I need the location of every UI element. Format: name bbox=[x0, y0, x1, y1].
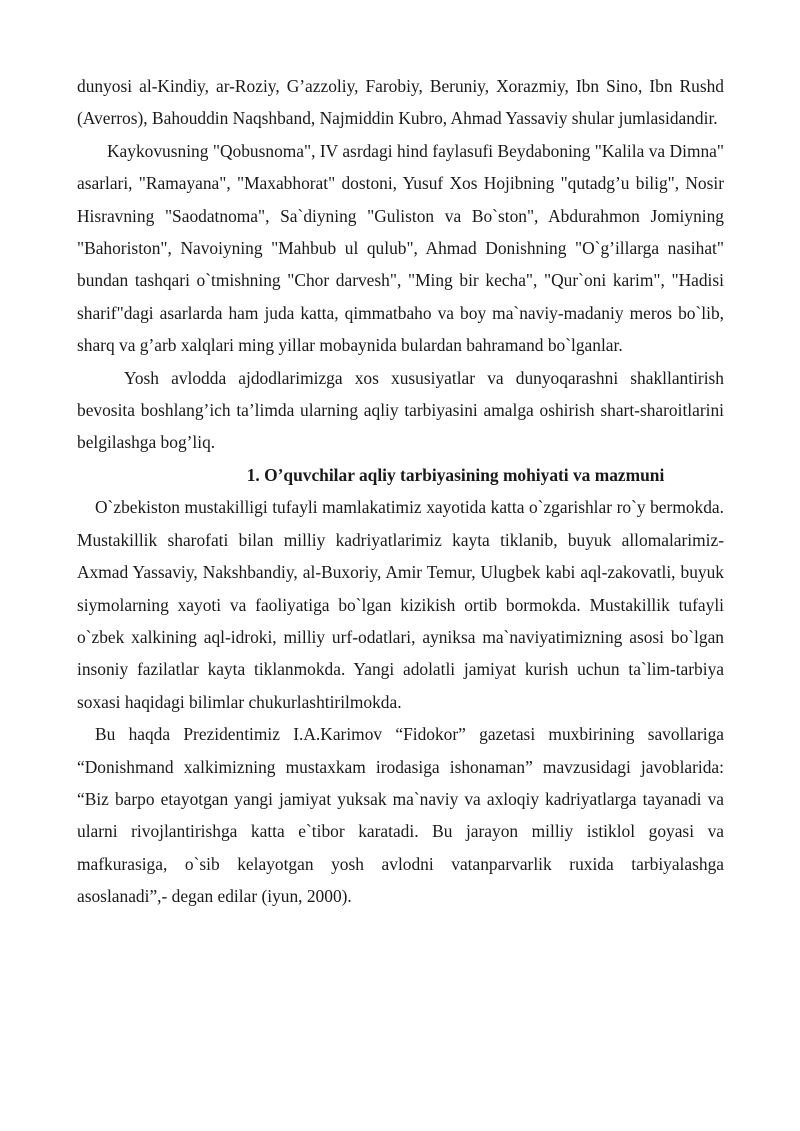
paragraph-philosophers: dunyosi al-Kindiy, ar-Roziy, G’azzoliy, Farobiy, Beruniy, Xorazmiy, Ibn Sino, Ibn Rushd (Averros), Bahouddin Naqshband, Najmiddin Kubro, Ahmad Yassaviy shular jumlasidandir. bbox=[77, 76, 724, 129]
paragraph-literary-works: Kaykovusning "Qobusnoma", IV asrdagi hind faylasufi Beydaboning "Kalila va Dimna" asarlari, "Ramayana", "Maxabhorat" dostoni, Yusuf Xos Hojibning "qutadg’u bilig", Nosir Hisravning "Saodatnoma", Sa`diyning "Guliston va Bo`ston", Abdurahmon Jomiyning "Bahoriston", Navoiyning "Mahbub ul qulub", Ahmad Donishning "O`g’illarga nasihat" bundan tashqari o`tmishning "Chor darvesh", "Ming bir kecha", "Qur`oni karim", "Hadisi sharif"dagi asarlarda ham juda katta, qimmatbaho va boy ma`naviy-madaniy meros bo`lib, sharq va g’arb xalqlari ming yillar mobaynida bulardan bahramand bo`lganlar. bbox=[77, 140, 724, 356]
document-page bbox=[77, 70, 724, 913]
paragraph-president-quote: Bu haqda Prezidentimiz I.A.Karimov “Fidokor” gazetasi muxbirining savollariga “Donishmand xalkimizning mustaxkam irodasiga ishonaman” mavzusidagi javoblarida: “Biz barpo etayotgan yangi jamiyat yuksak ma`naviy va axloqiy kadriyatlarga tayanadi va ularni rivojlantirishga katta e`tibor karatadi. Bu jarayon milliy istiklol goyasi va mafkurasiga, o`sib kelayotgan yosh avlodni vatanparvarlik ruxida tarbiyalashga asoslanadi”,- degan edilar (iyun, 2000). bbox=[77, 724, 724, 907]
paragraph-young-generation: Yosh avlodda ajdodlarimizga xos xususiyatlar va dunyoqarashni shakllantirish bevosita boshlang’ich ta’limda ularning aqliy tarbiyasini amalga oshirish shart-sharoitlarini belgilashga bog’liq. bbox=[77, 367, 724, 453]
paragraph-independence: O`zbekiston mustakilligi tufayli mamlakatimiz xayotida katta o`zgarishlar ro`y bermokda. Mustakillik sharofati bilan milliy kadriyatlarimiz kayta tiklanib, buyuk allomalarimiz-Axmad Yassaviy, Nakshbandiy, al-Buxoriy, Amir Temur, Ulugbek kabi aql-zakovatli, buyuk siymolarning xayoti va faoliyatiga bo`lgan kizikish ortib bormokda. Mustakillik tufayli o`zbek xalkining aql-idroki, milliy urf-odatlari, ayniksa ma`naviyatimizning asosi bo`lgan insoniy fazilatlar kayta tiklanmokda. Yangi adolatli jamiyat kurish uchun ta`lim-tarbiya soxasi haqidagi bilimlar chukurlashtirilmokda. bbox=[77, 497, 724, 712]
section-heading: 1. O’quvchilar aqliy tarbiyasining mohiyati va mazmuni bbox=[246, 464, 665, 485]
